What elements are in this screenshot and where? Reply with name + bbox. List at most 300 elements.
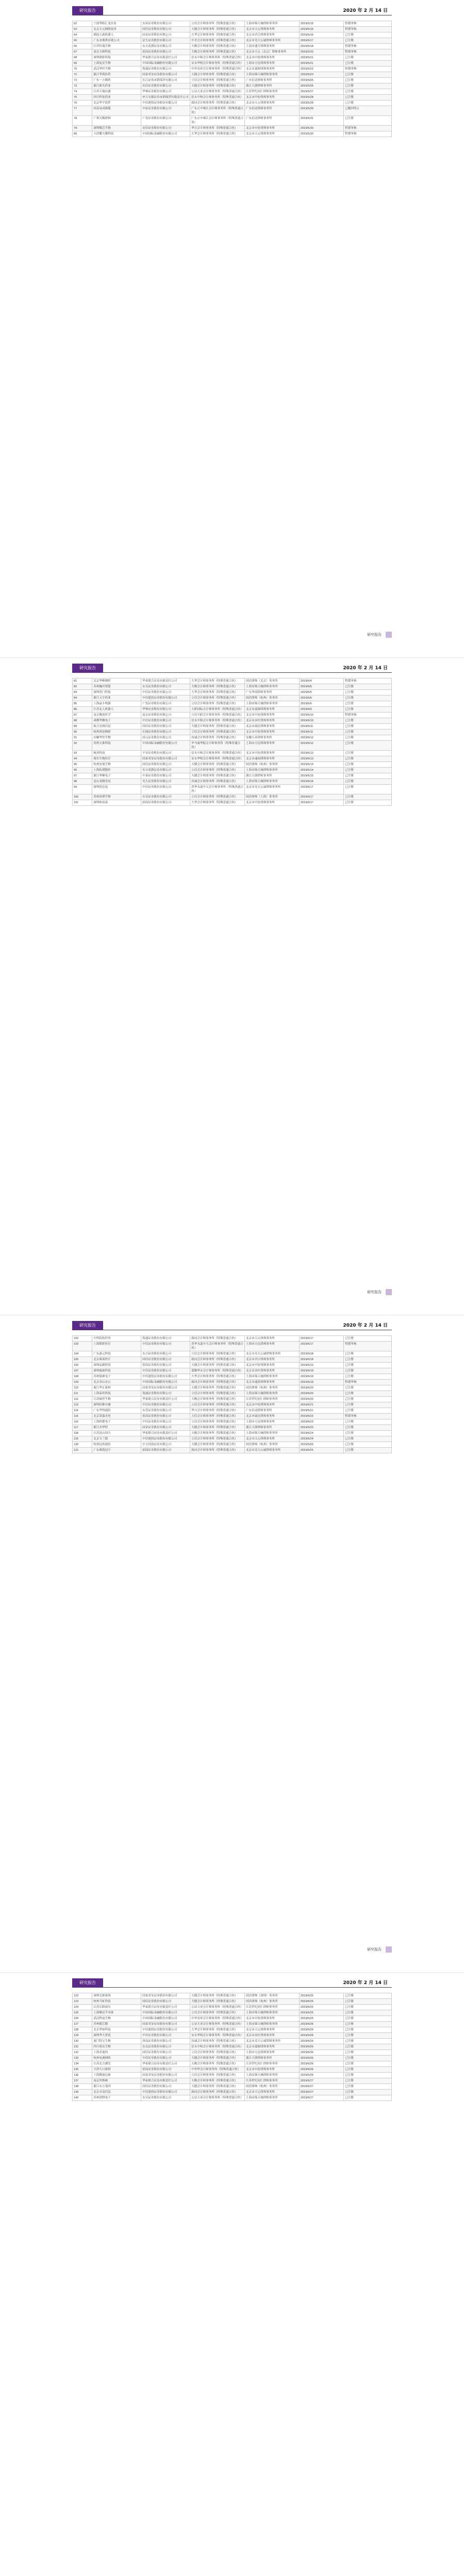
table-row bbox=[73, 1402, 392, 1408]
table-cell: 北京市通商律师事务所 bbox=[245, 756, 300, 762]
table-cell: 128 bbox=[73, 2027, 92, 2033]
table-cell: 已注册 bbox=[344, 116, 392, 126]
table-cell: 江苏硕世生物 bbox=[92, 1397, 141, 1402]
table-cell: 90 bbox=[73, 730, 92, 735]
table-cell: 中信建投证券股份有限公司 bbox=[141, 696, 190, 701]
table-cell: 天健会计师事务所（特殊普通合伙） bbox=[190, 27, 245, 32]
table-cell: 2019/5/30 bbox=[299, 126, 343, 131]
table-cell: 上海市锦天城律师事务所 bbox=[245, 1374, 300, 1380]
table-cell: 东吴证券股份有限公司 bbox=[141, 794, 190, 800]
table-cell: 中信证券股份有限公司 bbox=[141, 1342, 190, 1351]
table-row bbox=[73, 701, 392, 707]
table-row bbox=[73, 55, 392, 61]
table-cell: 2019/6/4 bbox=[299, 679, 343, 684]
table-cell: 招商证券股份有限公司 bbox=[141, 1448, 190, 1453]
table-cell: 北京华如科技 bbox=[92, 2027, 141, 2033]
table-cell: 南京天纵科技 bbox=[92, 49, 141, 55]
table-cell: 已注册 bbox=[344, 2050, 392, 2056]
table-row bbox=[73, 1414, 392, 1419]
table-cell: 国泰君安证券股份有限公司 bbox=[141, 1993, 190, 1999]
table-cell: 江苏世纪同仁律师事务所 bbox=[245, 2005, 300, 2010]
table-row bbox=[73, 724, 392, 730]
table-cell: 2019/6/21 bbox=[299, 1402, 343, 1408]
table-cell: 中原证券股份有限公司 bbox=[141, 106, 190, 116]
table-cell: 2019/6/10 bbox=[299, 713, 343, 718]
table-cell: 2019/6/22 bbox=[299, 1414, 343, 1419]
table-cell: 国泰君安证券股份有限公司 bbox=[141, 2073, 190, 2078]
table-cell: 暂缓审核 bbox=[344, 21, 392, 27]
table-cell: 国信证券股份有限公司 bbox=[141, 762, 190, 768]
ipo-table bbox=[72, 21, 392, 137]
table-cell: 信永中和会计师事务所（特殊普通合伙） bbox=[190, 2044, 245, 2050]
table-cell: 2019/5/17 bbox=[299, 38, 343, 44]
table-cell: 已注册 bbox=[344, 1357, 392, 1363]
table-cell: 国浩律师（杭州）事务所 bbox=[245, 1442, 300, 1448]
table-cell: 北京市竞天公诚律师事务所 bbox=[245, 38, 300, 44]
table-cell: 已注册 bbox=[344, 696, 392, 701]
table-row bbox=[73, 126, 392, 131]
table-row bbox=[73, 2067, 392, 2073]
table-cell: 2019/6/12 bbox=[299, 735, 343, 741]
table-row bbox=[73, 800, 392, 806]
table-cell: 东莞证券股份有限公司 bbox=[141, 1408, 190, 1414]
table-cell: 已撤回终止 bbox=[344, 106, 392, 116]
table-cell: 华兴会计师事务所（特殊普通合伙） bbox=[190, 126, 245, 131]
table-cell: 国信证券股份有限公司 bbox=[141, 2050, 190, 2056]
table-cell: 苏州瀚川智能 bbox=[92, 684, 141, 690]
table-cell: 致同会计师事务所（特殊普通合伙） bbox=[190, 1380, 245, 1385]
table-cell: 浙江天册律师事务所 bbox=[245, 773, 300, 779]
table-cell: 2019/6/19 bbox=[299, 1368, 343, 1374]
table-cell: 深圳佰维存储 bbox=[92, 1402, 141, 1408]
table-cell: 北京市中伦律师事务所 bbox=[245, 55, 300, 61]
table-cell: 已注册 bbox=[344, 800, 392, 806]
table-cell: 中信证券股份有限公司 bbox=[141, 1368, 190, 1374]
table-cell: 昆山龙腾光电 bbox=[92, 779, 141, 785]
table-cell: 106 bbox=[73, 1363, 92, 1368]
table-cell: 北京市君合律师事务所 bbox=[245, 1357, 300, 1363]
table-cell: 广东正中珠江会计师事务所（特殊普通合伙） bbox=[190, 106, 245, 116]
table-cell: 中审众环会计师事务所（特殊普通合伙） bbox=[190, 66, 245, 72]
table-cell: 北京市君合律师事务所 bbox=[245, 32, 300, 38]
table-cell: 容诚会计师事务所（特殊普通合伙） bbox=[190, 2039, 245, 2044]
table-cell: 立信会计师事务所（特殊普通合伙） bbox=[190, 78, 245, 83]
table-cell: 已注册 bbox=[344, 1385, 392, 1391]
table-cell: 2019/5/26 bbox=[299, 83, 343, 89]
table-cell: 天健会计师事务所（特殊普通合伙） bbox=[190, 2056, 245, 2061]
table-cell: 江苏昆山国力 bbox=[92, 1431, 141, 1436]
table-cell: 深圳瑞波科技 bbox=[92, 1368, 141, 1374]
table-cell: 107 bbox=[73, 1368, 92, 1374]
table-cell: 天衡会计师事务所（特殊普通合伙） bbox=[190, 684, 245, 690]
table-cell: 87 bbox=[73, 713, 92, 718]
table-cell: 77 bbox=[73, 106, 92, 116]
table-row bbox=[73, 713, 392, 718]
table-cell: 苏州天准科技 bbox=[92, 741, 141, 751]
table-cell: 70 bbox=[73, 66, 92, 72]
table-cell: 立信会计师事务所（特殊普通合伙） bbox=[190, 2050, 245, 2056]
table-cell: 深圳和而泰 bbox=[92, 800, 141, 806]
table-cell: 已注册 bbox=[344, 2005, 392, 2010]
table-cell: 暂缓审核 bbox=[344, 679, 392, 684]
table-cell: 88 bbox=[73, 718, 92, 724]
table-cell: 79 bbox=[73, 126, 92, 131]
table-cell: 天健会计师事务所（特殊普通合伙） bbox=[190, 83, 245, 89]
table-cell: 公证天业会计师事务所（特殊普通合伙） bbox=[190, 2005, 245, 2010]
table-cell: 2019/6/17 bbox=[299, 785, 343, 794]
table-cell: 天衡会计师事务所（特殊普通合伙） bbox=[190, 2061, 245, 2067]
table-cell: 上海市锦天城律师事务所 bbox=[245, 684, 300, 690]
table-cell: 国浩律师（北京）事务所 bbox=[245, 679, 300, 684]
table-cell: 立信会计师事务所（特殊普通合伙） bbox=[190, 696, 245, 701]
table-cell: 海通证券股份有限公司 bbox=[141, 1391, 190, 1397]
table-cell: 北京市金杜律师事务所 bbox=[245, 2033, 300, 2039]
table-row bbox=[73, 2044, 392, 2050]
table-cell: 北京市中伦律师事务所 bbox=[245, 713, 300, 718]
table-cell: 东风证券股份有限公司 bbox=[141, 21, 190, 27]
table-cell: 北京市竞天公诚律师事务所 bbox=[245, 1351, 300, 1357]
table-cell: 上海柏楚电子 bbox=[92, 1419, 141, 1425]
table-cell: 125 bbox=[73, 2010, 92, 2016]
table-cell: 天健会计师事务所（特殊普通合伙） bbox=[190, 1442, 245, 1448]
table-row bbox=[73, 66, 392, 72]
table-cell: 2019/6/20 bbox=[299, 1385, 343, 1391]
table-cell: 江苏世纪同仁律师事务所 bbox=[245, 2078, 300, 2084]
table-row bbox=[73, 1436, 392, 1442]
table-cell: 中信建投证券股份有限公司 bbox=[141, 2090, 190, 2095]
table-cell: 东北证券股份有限公司 bbox=[141, 2044, 190, 2050]
table-row bbox=[73, 768, 392, 773]
table-cell: 95 bbox=[73, 762, 92, 768]
table-cell: 东方花旗证券有限公司 bbox=[141, 44, 190, 49]
table-cell: 已注册 bbox=[344, 724, 392, 730]
table-cell: 已注册 bbox=[344, 773, 392, 779]
table-cell: 2019/6/27 bbox=[299, 2084, 343, 2090]
table-row bbox=[73, 1431, 392, 1436]
table-cell: 浙江新光药业 bbox=[92, 83, 141, 89]
table-row bbox=[73, 718, 392, 724]
table-cell: 天健会计师事务所（特殊普通合伙） bbox=[190, 1363, 245, 1368]
table-cell: 中泰证券股份有限公司 bbox=[141, 773, 190, 779]
table-cell: 信永中和会计师事务所（特殊普通合伙） bbox=[190, 751, 245, 756]
table-cell: 华泰联合证券有限责任公司 bbox=[141, 55, 190, 61]
table-cell: 中审华会计师事务所（特殊普通合伙） bbox=[190, 2067, 245, 2073]
table-cell: 113 bbox=[73, 1402, 92, 1408]
table-cell: 2019/6/6 bbox=[299, 696, 343, 701]
table-cell: 2019/5/31 bbox=[299, 116, 343, 126]
table-cell: 深圳微芯生物 bbox=[92, 126, 141, 131]
footer-label: 研究报告 bbox=[367, 1947, 382, 1952]
table-cell: 99 bbox=[73, 785, 92, 794]
table-cell: 暂缓审核 bbox=[344, 713, 392, 718]
report-date: 2020 年 2 月 14 日 bbox=[343, 666, 388, 671]
table-cell: 上海市锦天城律师事务所 bbox=[245, 701, 300, 707]
table-row bbox=[73, 2084, 392, 2090]
table-cell: 已注册 bbox=[344, 690, 392, 696]
table-row bbox=[73, 95, 392, 100]
table-cell: 北京市嘉源律师事务所 bbox=[245, 66, 300, 72]
table-cell: 上海市锦天城律师事务所 bbox=[245, 2022, 300, 2027]
table-cell: 暂缓审核 bbox=[344, 126, 392, 131]
report-page-2 bbox=[0, 657, 464, 1315]
table-cell: 致同会计师事务所（特殊普通合伙） bbox=[190, 1357, 245, 1363]
table-cell: 北京华宇软件 bbox=[92, 100, 141, 106]
ipo-table bbox=[72, 1335, 392, 1453]
table-cell: 中国国际金融股份有限公司 bbox=[141, 2010, 190, 2016]
table-cell: 深圳芯源系统 bbox=[92, 1993, 141, 1999]
table-cell: 已注册 bbox=[344, 794, 392, 800]
table-cell: 华泰联合证券有限责任公司 bbox=[141, 679, 190, 684]
table-cell: 天衡会计师事务所（特殊普通合伙） bbox=[190, 2078, 245, 2084]
page-footer bbox=[72, 1946, 392, 1953]
table-cell: 2019/6/10 bbox=[299, 718, 343, 724]
table-cell: 已注册 bbox=[344, 2033, 392, 2039]
report-label: 研究报告 bbox=[72, 6, 103, 15]
table-cell: 已注册 bbox=[344, 1999, 392, 2005]
table-cell: 2019/6/21 bbox=[299, 1408, 343, 1414]
table-cell: 130 bbox=[73, 2039, 92, 2044]
table-cell: 已注册 bbox=[344, 701, 392, 707]
table-cell: 国浩律师（杭州）事务所 bbox=[245, 762, 300, 768]
table-cell: 2019/6/24 bbox=[299, 1431, 343, 1436]
report-label: 研究报告 bbox=[72, 1978, 103, 1988]
table-cell: 已注册 bbox=[344, 89, 392, 95]
table-cell: 73 bbox=[73, 83, 92, 89]
table-cell: 133 bbox=[73, 2056, 92, 2061]
table-cell: 暂缓审核 bbox=[344, 66, 392, 72]
table-cell: 中国国际金融股份有限公司 bbox=[141, 2016, 190, 2022]
table-cell: 上海聚辰半导体 bbox=[92, 2010, 141, 2016]
table-cell: 中信证券股份有限公司 bbox=[141, 785, 190, 794]
table-cell: 广州天赐材料 bbox=[92, 116, 141, 126]
table-row bbox=[73, 2039, 392, 2044]
table-cell: 96 bbox=[73, 768, 92, 773]
table-cell: 2019/6/24 bbox=[299, 1436, 343, 1442]
table-cell: 浙江杰华特 bbox=[92, 1425, 141, 1431]
table-cell: 2019/6/5 bbox=[299, 684, 343, 690]
table-cell: 天津膜天膜科技 bbox=[92, 131, 141, 137]
table-cell: 上海市锦天城律师事务所 bbox=[245, 72, 300, 78]
table-cell: 北京市通商律师事务所 bbox=[245, 1380, 300, 1385]
table-cell: 115 bbox=[73, 1414, 92, 1419]
table-cell: 公证天业会计师事务所（特殊普通合伙） bbox=[190, 2095, 245, 2101]
table-cell: 北京市中伦律师事务所 bbox=[245, 730, 300, 735]
table-cell: 北京市中伦律师事务所 bbox=[245, 751, 300, 756]
table-cell: 2019/6/25 bbox=[299, 2005, 343, 2010]
table-cell: 江苏世纪同仁律师事务所 bbox=[245, 89, 300, 95]
table-cell: 海通证券股份有限公司 bbox=[141, 66, 190, 72]
table-cell: 已注册 bbox=[344, 684, 392, 690]
table-cell: 北京市天元律师事务所 bbox=[245, 2027, 300, 2033]
page-number-badge bbox=[386, 632, 392, 638]
report-page-1 bbox=[0, 0, 464, 657]
table-cell: 立信会计师事务所（特殊普通合伙） bbox=[190, 730, 245, 735]
table-cell: 毕马威华振会计师事务所（特殊普通合伙） bbox=[190, 741, 245, 751]
table-cell: 已注册 bbox=[344, 1397, 392, 1402]
table-cell: 2019/6/14 bbox=[299, 768, 343, 773]
table-cell: 66 bbox=[73, 44, 92, 49]
table-cell: 2019/5/20 bbox=[299, 49, 343, 55]
table-cell: 82 bbox=[73, 684, 92, 690]
table-cell: 容诚会计师事务所（特殊普通合伙） bbox=[190, 735, 245, 741]
table-cell: 国浩律师（杭州）事务所 bbox=[245, 1385, 300, 1391]
table-cell: 2019/6/23 bbox=[299, 1425, 343, 1431]
table-cell: 海通证券股份有限公司 bbox=[141, 1336, 190, 1342]
table-cell: 108 bbox=[73, 1374, 92, 1380]
table-cell: 北京市天元律师事务所 bbox=[245, 27, 300, 32]
table-cell: 安信证券股份有限公司 bbox=[141, 126, 190, 131]
table-cell: 华泰联合证券有限责任公司 bbox=[141, 2078, 190, 2084]
table-cell: 上海市锦天城律师事务所 bbox=[245, 2095, 300, 2101]
table-row bbox=[73, 89, 392, 95]
table-cell: 2019/6/26 bbox=[299, 2056, 343, 2061]
table-cell: 立信会计师事务所（特殊普通合伙） bbox=[190, 2073, 245, 2078]
table-cell: 广东正中珠江会计师事务所（特殊普通合伙） bbox=[190, 116, 245, 126]
table-cell: 上海泰坦科技 bbox=[92, 1391, 141, 1397]
table-cell: 浙江东方基因 bbox=[92, 2084, 141, 2090]
table-cell: 118 bbox=[73, 1431, 92, 1436]
page-header bbox=[72, 1321, 392, 1330]
table-cell: 已注册 bbox=[344, 1402, 392, 1408]
table-cell: 北京市天元律师事务所 bbox=[245, 2090, 300, 2095]
table-cell: 立信会计师事务所（特殊普通合伙） bbox=[190, 21, 245, 27]
table-cell: 大华会计师事务所（特殊普通合伙） bbox=[190, 131, 245, 137]
table-cell: 国泰君安证券股份有限公司 bbox=[141, 1385, 190, 1391]
table-row bbox=[73, 131, 392, 137]
table-cell: 上海市锦天城律师事务所 bbox=[245, 2010, 300, 2016]
table-cell: 北京市中伦律师事务所 bbox=[245, 2067, 300, 2073]
table-cell: 杭州鸿泉物联 bbox=[92, 730, 141, 735]
table-row bbox=[73, 2056, 392, 2061]
table-cell: 已注册 bbox=[344, 2022, 392, 2027]
report-date: 2020 年 2 月 14 日 bbox=[343, 1323, 388, 1328]
table-cell: 浙江华正新材 bbox=[92, 1385, 141, 1391]
table-cell: 中国国际金融股份有限公司 bbox=[141, 1380, 190, 1385]
table-cell: 天健会计师事务所（特殊普通合伙） bbox=[190, 1999, 245, 2005]
table-cell: 苏州泽璟生物 bbox=[92, 794, 141, 800]
table-cell: 中国国际金融股份有限公司 bbox=[141, 61, 190, 66]
table-cell: 81 bbox=[73, 679, 92, 684]
table-cell: 北京清溢光电 bbox=[92, 1414, 141, 1419]
table-cell: 已注册 bbox=[344, 78, 392, 83]
table-cell: 中信证券股份有限公司 bbox=[141, 718, 190, 724]
table-row bbox=[73, 2027, 392, 2033]
table-cell: 已注册 bbox=[344, 1363, 392, 1368]
table-cell: 89 bbox=[73, 724, 92, 730]
table-cell: 中信证券股份有限公司 bbox=[141, 2056, 190, 2061]
table-row bbox=[73, 1368, 392, 1374]
table-cell: 上海晶丰明源 bbox=[92, 701, 141, 707]
table-cell: 131 bbox=[73, 2044, 92, 2050]
table-cell: 2019/6/25 bbox=[299, 1993, 343, 1999]
table-cell: 中信建投证券股份有限公司 bbox=[141, 1436, 190, 1442]
table-cell: 致同会计师事务所（特殊普通合伙） bbox=[190, 2090, 245, 2095]
table-cell: 宁波华阳汇龙实业 bbox=[92, 21, 141, 27]
table-row bbox=[73, 2033, 392, 2039]
table-cell: 2019/5/28 bbox=[299, 95, 343, 100]
table-cell: 国浩律师（杭州）事务所 bbox=[245, 1999, 300, 2005]
table-cell: 信永中和会计师事务所（特殊普通合伙） bbox=[190, 718, 245, 724]
table-cell: 天衡会计师事务所（特殊普通合伙） bbox=[190, 1397, 245, 1402]
table-cell: 北京华峰测控 bbox=[92, 679, 141, 684]
ipo-table bbox=[72, 678, 392, 806]
table-cell: 北京市嘉源律师事务所 bbox=[245, 707, 300, 713]
table-cell: 2019/6/27 bbox=[299, 2078, 343, 2084]
table-cell: 已注册 bbox=[344, 1442, 392, 1448]
table-row bbox=[73, 2061, 392, 2067]
table-cell: 东方花旗证券有限公司 bbox=[141, 768, 190, 773]
table-cell: 85 bbox=[73, 701, 92, 707]
table-row bbox=[73, 116, 392, 126]
table-cell: 华泰联合证券有限责任公司 bbox=[141, 1431, 190, 1436]
table-cell: 国信证券股份有限公司 bbox=[141, 27, 190, 32]
table-cell: 上海联影医疗 bbox=[92, 1342, 141, 1351]
table-cell: 上海微创心脉 bbox=[92, 2073, 141, 2078]
table-cell: 立信中联会计师事务所（特殊普通合伙） bbox=[190, 713, 245, 718]
table-cell: 国信证券股份有限公司 bbox=[141, 2084, 190, 2090]
table-row bbox=[73, 27, 392, 32]
table-row bbox=[73, 794, 392, 800]
table-cell: 已注册 bbox=[344, 2016, 392, 2022]
table-cell: 2019/5/23 bbox=[299, 72, 343, 78]
table-cell: 东吴证券股份有限公司 bbox=[141, 2095, 190, 2101]
table-cell: 浙江天宇药业 bbox=[92, 696, 141, 701]
table-cell: 2019/6/26 bbox=[299, 2039, 343, 2044]
table-cell: 112 bbox=[73, 1397, 92, 1402]
table-cell: 天健会计师事务所（特殊普通合伙） bbox=[190, 72, 245, 78]
table-cell: 2019/5/21 bbox=[299, 55, 343, 61]
report-date: 2020 年 2 月 14 日 bbox=[343, 8, 388, 13]
table-row bbox=[73, 779, 392, 785]
table-cell: 已注册 bbox=[344, 100, 392, 106]
table-cell: 2019/6/6 bbox=[299, 707, 343, 713]
table-cell: 天健会计师事务所（特殊普通合伙） bbox=[190, 724, 245, 730]
table-cell: 已注册 bbox=[344, 2056, 392, 2061]
table-cell: 暂缓审核 bbox=[344, 1380, 392, 1385]
page-header bbox=[72, 664, 392, 673]
table-cell: 浙江天册律师事务所 bbox=[245, 83, 300, 89]
table-cell: 长江证券承销保荐有限公司 bbox=[141, 78, 190, 83]
table-cell: 国泰君安证券股份有限公司 bbox=[141, 2022, 190, 2027]
table-cell: 2019/6/5 bbox=[299, 690, 343, 696]
table-cell: 2019/6/23 bbox=[299, 1419, 343, 1425]
table-cell: 已注册 bbox=[344, 779, 392, 785]
table-row bbox=[73, 1385, 392, 1391]
table-cell: 天衡会计师事务所（特殊普通合伙） bbox=[190, 1431, 245, 1436]
footer-label: 研究报告 bbox=[367, 1290, 382, 1294]
table-cell: 光大证券股份有限公司 bbox=[141, 779, 190, 785]
table-cell: 华兴会计师事务所（特殊普通合伙） bbox=[190, 1408, 245, 1414]
table-cell: 国浩律师（上海）事务所 bbox=[245, 794, 300, 800]
table-cell: 103 bbox=[73, 1342, 92, 1351]
table-cell: 138 bbox=[73, 2084, 92, 2090]
table-cell: 2019/6/26 bbox=[299, 2050, 343, 2056]
table-cell: 已注册 bbox=[344, 1408, 392, 1414]
table-cell: 国浩律师（杭州）事务所 bbox=[245, 696, 300, 701]
table-cell: 暂缓审核 bbox=[344, 49, 392, 55]
table-cell: 北京市中伦律师事务所 bbox=[245, 2016, 300, 2022]
table-cell: 申万宏源证券承销保荐有限责任公司 bbox=[141, 95, 190, 100]
table-cell: 2019/6/26 bbox=[299, 2061, 343, 2067]
table-cell: 国信证券股份有限公司 bbox=[141, 1999, 190, 2005]
table-cell: 北京市天元（北京）律师事务所 bbox=[245, 49, 300, 55]
table-cell: 深圳晶源科技 bbox=[92, 1363, 141, 1368]
table-cell: 137 bbox=[73, 2078, 92, 2084]
table-cell: 2019/5/18 bbox=[299, 44, 343, 49]
table-cell: 84 bbox=[73, 696, 92, 701]
table-cell: 2019/6/19 bbox=[299, 1380, 343, 1385]
table-cell: 已注册 bbox=[344, 2061, 392, 2067]
